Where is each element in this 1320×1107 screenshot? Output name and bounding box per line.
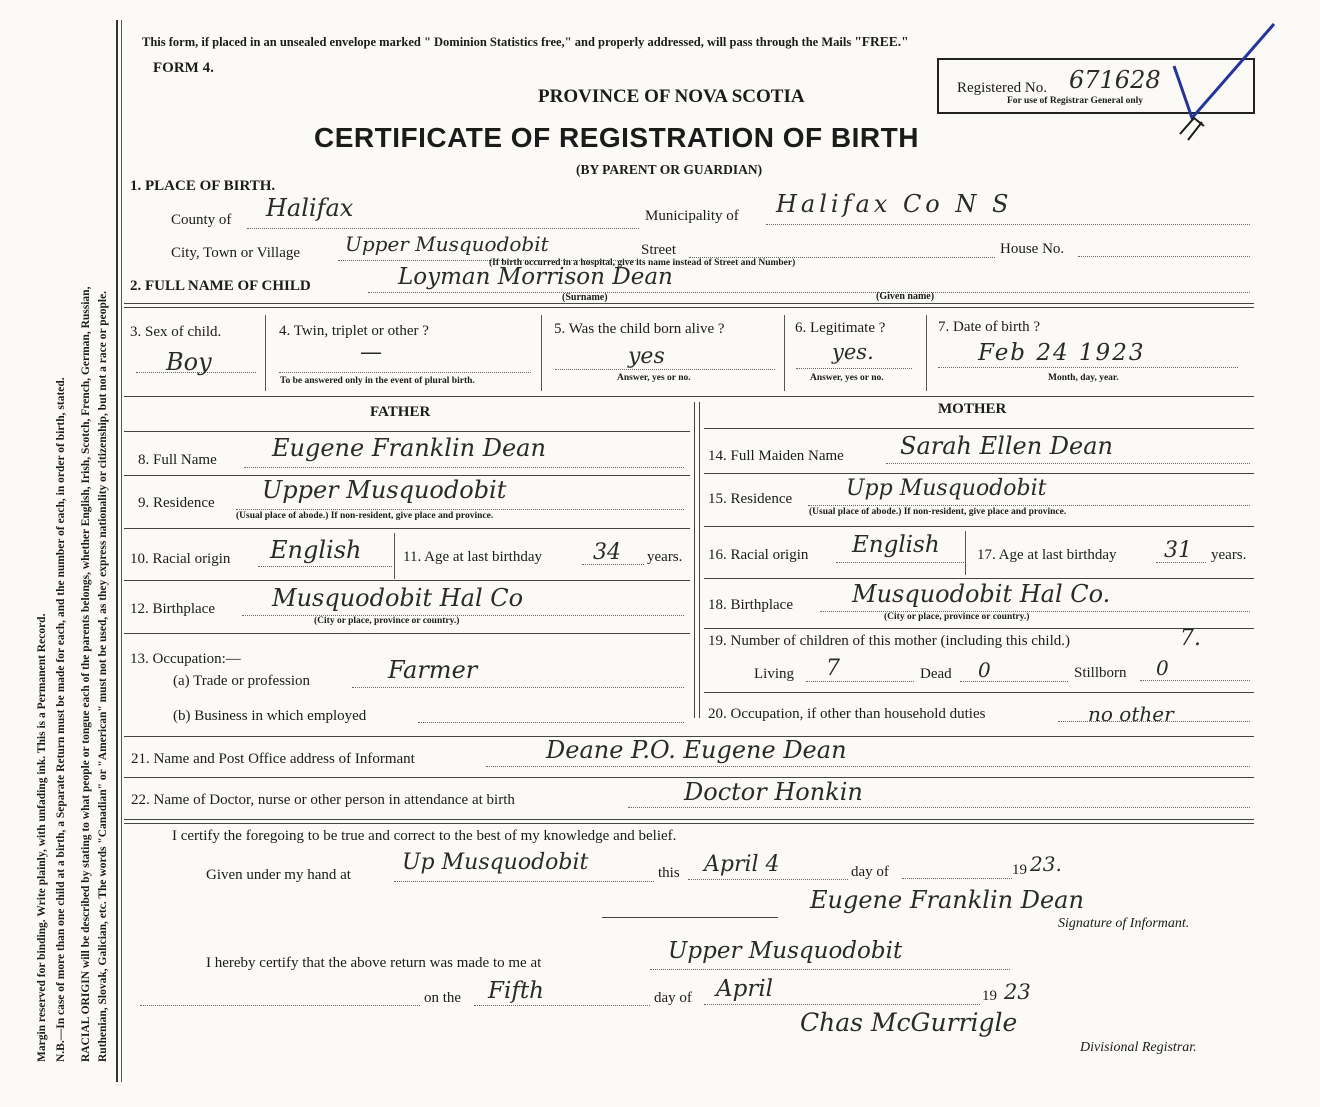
doctor-line xyxy=(628,807,1250,808)
registrar-place-line xyxy=(650,969,1010,970)
registered-number: 671628 xyxy=(1069,66,1161,94)
registrar-day-of-label: day of xyxy=(654,990,692,1006)
on-the-label: on the xyxy=(424,990,462,1006)
mother-occupation-label: 20. Occupation, if other than household duties xyxy=(708,706,986,722)
house-label: House No. xyxy=(1000,241,1065,257)
father-name-line xyxy=(244,467,684,468)
mother-birthplace-label: 18. Birthplace xyxy=(708,597,793,613)
registrar-month-line xyxy=(704,1004,980,1005)
stillborn-label: Stillborn xyxy=(1074,665,1127,681)
mother-name-value: Sarah Ellen Dean xyxy=(900,432,1113,460)
father-occupation-label: 13. Occupation:— xyxy=(130,651,241,667)
certificate-subtitle: (BY PARENT OR GUARDIAN) xyxy=(576,162,763,177)
mother-rule-1 xyxy=(704,428,1254,429)
father-business-label: (b) Business in which employed xyxy=(173,708,367,724)
signature-informant-label: Signature of Informant. xyxy=(1058,916,1190,931)
registered-label: Registered No. xyxy=(957,80,1047,96)
father-rule-3 xyxy=(124,528,690,529)
father-race-divider xyxy=(394,533,395,579)
hospital-note: (If birth occurred in a hospital, give its name instead of Street and Number) xyxy=(489,258,796,268)
municipality-line xyxy=(766,224,1250,225)
mother-occupation-value: no other xyxy=(1088,702,1174,726)
day-of-label: day of xyxy=(851,864,889,880)
margin-rule xyxy=(116,20,118,1082)
father-residence-line xyxy=(236,509,684,510)
father-residence-note: (Usual place of abode.) If non-resident, give place and province. xyxy=(236,511,494,521)
county-value: Halifax xyxy=(266,194,354,222)
margin-line-2: N.B.—In case of more than one child at a birth, a Separate Return must be made for each, and the number of each, in order of birth, stated. xyxy=(55,377,67,1062)
father-trade-label: (a) Trade or profession xyxy=(173,673,311,689)
father-age-value: 34 xyxy=(593,540,621,565)
city-label: City, Town or Village xyxy=(171,245,301,261)
certificate-title: CERTIFICATE OF REGISTRATION OF BIRTH xyxy=(314,122,919,153)
sex-line xyxy=(136,372,256,373)
registrar-year-prefix: 19 xyxy=(982,988,997,1004)
registrar-lead-line xyxy=(140,1005,420,1006)
given-place-value: Up Musquodobit xyxy=(402,850,589,875)
mother-rule-6 xyxy=(704,692,1254,693)
mother-age-value: 31 xyxy=(1164,538,1192,563)
municipality-label: Municipality of xyxy=(645,208,739,224)
alive-note: Answer, yes or no. xyxy=(617,373,691,383)
father-residence-label: 9. Residence xyxy=(138,495,215,511)
dead-line xyxy=(960,681,1068,682)
legitimate-note: Answer, yes or no. xyxy=(810,373,884,383)
father-business-line xyxy=(418,722,684,723)
mother-rule-4 xyxy=(704,578,1254,579)
given-under-hand-label: Given under my hand at xyxy=(206,867,351,883)
free-label: "FREE." xyxy=(854,34,909,49)
mother-children-value: 7. xyxy=(1180,626,1201,651)
dob-line xyxy=(938,367,1238,368)
county-label: County of xyxy=(171,212,232,228)
registrar-note: For use of Registrar General only xyxy=(1007,96,1144,106)
mother-residence-value: Upp Musquodobit xyxy=(846,476,1047,501)
alive-label: 5. Was the child born alive ? xyxy=(554,321,725,337)
father-birthplace-note: (City or place, province or country.) xyxy=(314,616,460,626)
alive-value: yes xyxy=(628,344,665,369)
living-line xyxy=(806,681,914,682)
registrar-place-value: Upper Musquodobit xyxy=(668,938,903,964)
mother-name-label: 14. Full Maiden Name xyxy=(708,448,844,464)
mail-notice xyxy=(142,34,909,50)
mother-race-divider xyxy=(965,531,966,575)
twin-note: To be answered only in the event of plural birth. xyxy=(280,376,475,386)
mother-birthplace-value: Musquodobit Hal Co. xyxy=(852,580,1111,608)
city-value: Upper Musquodobit xyxy=(345,232,549,256)
mother-years-label: years. xyxy=(1211,547,1247,563)
living-value: 7 xyxy=(826,656,840,681)
certify-text: I certify the foregoing to be true and correct to the best of my knowledge and belief. xyxy=(172,828,677,844)
father-residence-value: Upper Musquodobit xyxy=(262,476,507,504)
place-of-birth-heading: 1. PLACE OF BIRTH. xyxy=(130,178,276,194)
day-of-line xyxy=(902,878,1012,879)
dead-value: 0 xyxy=(978,658,991,682)
informant-label: 21. Name and Post Office address of Informant xyxy=(131,751,415,767)
child-name-label: 2. FULL NAME OF CHILD xyxy=(130,278,311,294)
father-heading: FATHER xyxy=(370,404,431,420)
rule-doctor-bottom xyxy=(124,819,1254,820)
registrar-day-value: Fifth xyxy=(488,978,544,1004)
margin-notes xyxy=(0,0,120,1107)
margin-rule-inner xyxy=(121,20,122,1082)
twin-label: 4. Twin, triplet or other ? xyxy=(279,323,429,339)
mother-residence-label: 15. Residence xyxy=(708,491,793,507)
father-birthplace-value: Musquodobit Hal Co xyxy=(272,584,524,612)
street-label: Street xyxy=(641,242,676,258)
sex-label: 3. Sex of child. xyxy=(130,324,222,340)
parents-divider xyxy=(694,402,695,718)
dob-note: Month, day, year. xyxy=(1048,373,1119,383)
twin-value: — xyxy=(360,340,382,365)
father-name-value: Eugene Franklin Dean xyxy=(272,434,546,462)
mother-children-label: 19. Number of children of this mother (including this child.) xyxy=(708,633,1071,649)
father-years-label: years. xyxy=(647,549,683,565)
child-name-line xyxy=(368,292,1250,293)
mail-notice-text: This form, if placed in an unsealed envelope marked " Dominion Statistics free," and properly addressed, will pass through the Mails xyxy=(142,35,852,49)
rule-doctor-bottom-2 xyxy=(124,823,1254,824)
given-name-note: (Given name) xyxy=(876,291,935,302)
father-race-label: 10. Racial origin xyxy=(130,551,231,567)
mother-rule-5 xyxy=(704,628,1254,629)
mother-rule-2 xyxy=(704,473,1254,474)
father-rule-5 xyxy=(124,633,690,634)
father-race-line xyxy=(258,566,392,567)
mother-race-value: English xyxy=(852,532,940,558)
stillborn-line xyxy=(1140,680,1250,681)
divider-3-4 xyxy=(265,315,266,391)
margin-line-1: Margin reserved for binding. Write plainly, with unfading ink. This is a Permanent Record. xyxy=(36,613,48,1062)
mother-residence-line xyxy=(808,505,1250,506)
rule-top-row-2 xyxy=(124,307,1254,308)
father-age-label: 11. Age at last birthday xyxy=(403,549,542,565)
legitimate-value: yes. xyxy=(832,340,874,364)
father-rule-4 xyxy=(124,580,690,581)
informant-line xyxy=(486,766,1250,767)
given-place-line xyxy=(394,881,654,882)
father-birthplace-line xyxy=(242,615,684,616)
sig-short-line xyxy=(602,917,778,918)
municipality-value: Halifax Co N S xyxy=(776,190,1013,218)
house-line xyxy=(1078,256,1250,257)
given-year-prefix: 19 xyxy=(1012,862,1027,878)
this-label: this xyxy=(658,865,680,881)
registrar-year-value: 23 xyxy=(1004,980,1031,1004)
divisional-registrar-label: Divisional Registrar. xyxy=(1080,1040,1197,1055)
parents-divider-2 xyxy=(699,402,700,718)
doctor-value: Doctor Honkin xyxy=(684,778,863,806)
dob-label: 7. Date of birth ? xyxy=(938,319,1041,335)
father-rule-1 xyxy=(124,431,690,432)
mother-race-line xyxy=(836,562,964,563)
registrar-signature: Chas McGurrigle xyxy=(800,1008,1018,1037)
sex-value: Boy xyxy=(166,348,212,376)
father-name-label: 8. Full Name xyxy=(138,452,217,468)
divider-4-5 xyxy=(541,315,542,391)
informant-signature: Eugene Franklin Dean xyxy=(810,886,1084,914)
stillborn-value: 0 xyxy=(1156,656,1169,680)
surname-note: (Surname) xyxy=(562,292,608,303)
form-number: FORM 4. xyxy=(153,60,214,76)
father-birthplace-label: 12. Birthplace xyxy=(130,601,215,617)
mother-rule-3 xyxy=(704,526,1254,527)
mother-race-label: 16. Racial origin xyxy=(708,547,809,563)
mother-heading: MOTHER xyxy=(938,401,1007,417)
informant-value: Deane P.O. Eugene Dean xyxy=(546,736,847,764)
legitimate-line xyxy=(796,368,912,369)
given-year-value: 23. xyxy=(1030,852,1062,876)
mother-age-label: 17. Age at last birthday xyxy=(977,547,1117,563)
province-heading: PROVINCE OF NOVA SCOTIA xyxy=(538,86,805,107)
twin-line xyxy=(279,372,531,373)
divider-6-7 xyxy=(926,315,927,391)
father-trade-value: Farmer xyxy=(388,656,478,684)
dob-value: Feb 24 1923 xyxy=(978,340,1146,366)
registrar-month-value: April xyxy=(716,976,774,1002)
registrar-day-line xyxy=(474,1005,650,1006)
living-label: Living xyxy=(754,666,794,682)
given-day-line xyxy=(688,879,848,880)
rule-bottom-row xyxy=(124,396,1254,397)
county-line xyxy=(247,228,639,229)
mother-birthplace-note: (City or place, province or country.) xyxy=(884,612,1030,622)
dead-label: Dead xyxy=(920,666,952,682)
legitimate-label: 6. Legitimate ? xyxy=(795,320,886,336)
registrar-certify-text: I hereby certify that the above return was made to me at xyxy=(206,955,542,971)
mother-name-line xyxy=(886,463,1250,464)
father-trade-line xyxy=(352,687,684,688)
father-race-value: English xyxy=(270,536,362,564)
rule-top-row xyxy=(124,303,1254,304)
check-mark-icon xyxy=(1170,22,1280,148)
mother-residence-note: (Usual place of abode.) If non-resident, give place and province. xyxy=(809,507,1067,517)
given-day-value: April 4 xyxy=(704,852,780,877)
divider-5-6 xyxy=(784,315,785,391)
child-name-value: Loyman Morrison Dean xyxy=(398,264,673,290)
margin-line-4: Ruthenian, Slovak, Galician, etc. The words "Canadian" or "American" must not be used, as they express nationality or citizenship, but not a race or people. xyxy=(97,290,109,1062)
margin-line-3: RACIAL ORIGIN will be described by stating to what people or tongue each of the parents belongs, whether English, Irish, Scotch, French, German, Russian, xyxy=(80,286,92,1062)
doctor-label: 22. Name of Doctor, nurse or other person in attendance at birth xyxy=(131,792,515,808)
alive-line xyxy=(555,369,775,370)
